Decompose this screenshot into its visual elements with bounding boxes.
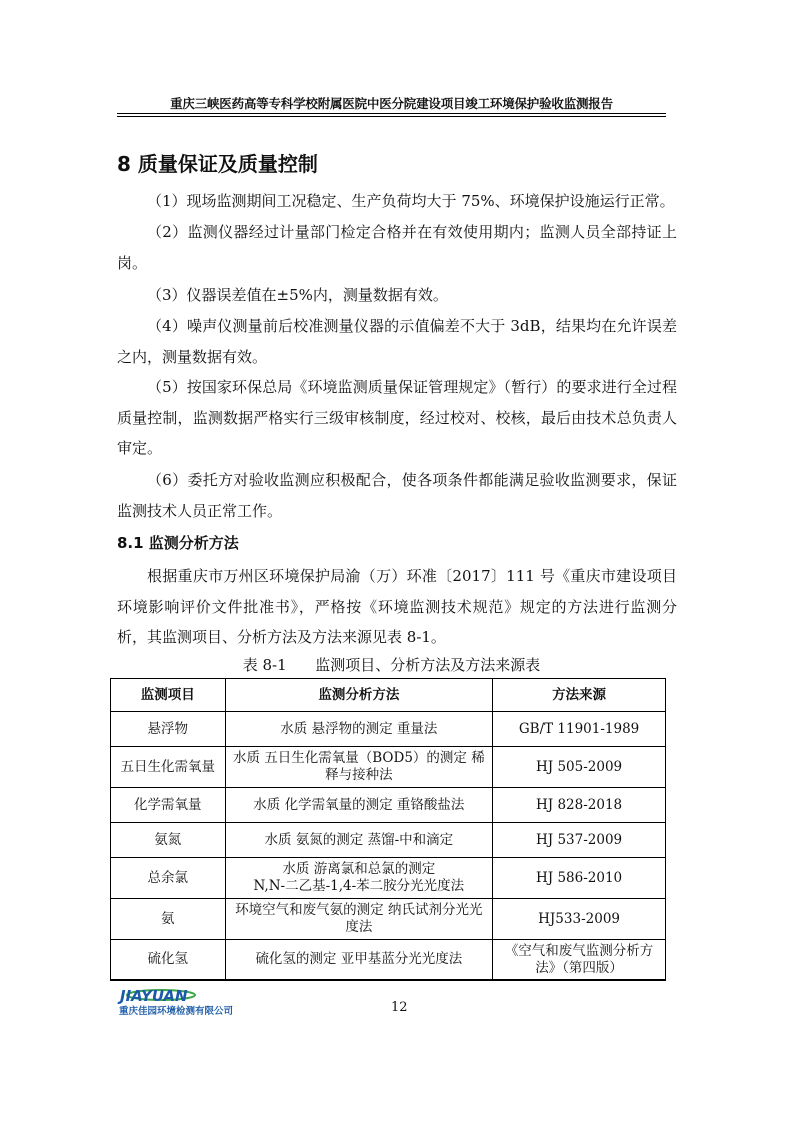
header-item: 监测项目 <box>111 679 226 712</box>
logo-wordmark: JIAYUAN <box>120 987 188 1005</box>
footer-rule <box>110 980 666 981</box>
header-method: 监测分析方法 <box>225 679 493 712</box>
subsection-paragraph: 根据重庆市万州区环境保护局渝（万）环准〔2017〕111 号《重庆市建设项目环境影响评价文件批准书》，严格按《环境监测技术规范》规定的方法进行监测分析，其监测项目、分析方法及方法来源见表 8-1。 <box>117 567 677 646</box>
section-heading: 8 质量保证及质量控制 <box>117 152 318 176</box>
cell-item: 五日生化需氧量 <box>111 747 226 788</box>
cell-method: 水质 化学需氧量的测定 重铬酸盐法 <box>225 788 493 823</box>
cell-source: HJ 828-2018 <box>493 788 666 823</box>
table-row <box>111 940 666 980</box>
page-number: 12 <box>391 1000 408 1015</box>
table-row <box>111 899 666 940</box>
cell-method: 水质 悬浮物的测定 重量法 <box>225 712 493 747</box>
cell-source: GB/T 11901-1989 <box>493 712 666 747</box>
paragraph-3: （3）仪器误差值在±5%内，测量数据有效。 <box>147 286 448 304</box>
cell-item: 悬浮物 <box>111 712 226 747</box>
header-rule-thin <box>117 116 666 117</box>
paragraph-6: （6）委托方对验收监测应积极配合，使各项条件都能满足验收监测要求，保证监测技术人员正常工作。 <box>117 471 677 520</box>
methods-table <box>110 678 666 980</box>
running-header: 重庆三峡医药高等专科学校附属医院中医分院建设项目竣工环境保护验收监测报告 <box>170 96 613 111</box>
cell-item: 硫化氢 <box>111 940 226 980</box>
cell-item: 氨 <box>111 899 226 940</box>
header-rule <box>117 113 666 114</box>
paragraph-5: （5）按国家环保总局《环境监测质量保证管理规定》（暂行）的要求进行全过程质量控制，监测数据严格实行三级审核制度，经过校对、校核，最后由技术总负责人审定。 <box>117 378 677 457</box>
cell-item: 氨氮 <box>111 823 226 858</box>
cell-source: HJ 537-2009 <box>493 823 666 858</box>
table-row <box>111 858 666 899</box>
cell-source: HJ 505-2009 <box>493 747 666 788</box>
cell-method: 环境空气和废气氨的测定 纳氏试剂分光光度法 <box>225 899 493 940</box>
subsection-heading: 8.1 监测分析方法 <box>117 534 239 552</box>
cell-source: HJ 586-2010 <box>493 858 666 899</box>
table-row <box>111 823 666 858</box>
paragraph-1: （1）现场监测期间工况稳定、生产负荷均大于 75%、环境保护设施运行正常。 <box>147 192 675 210</box>
paragraph-2: （2）监测仪器经过计量部门检定合格并在有效使用期内；监测人员全部持证上岗。 <box>117 223 677 272</box>
cell-method: 水质 游离氯和总氯的测定 N,N-二乙基-1,4-苯二胺分光光度法 <box>225 858 493 899</box>
cell-item: 化学需氧量 <box>111 788 226 823</box>
table-row <box>111 788 666 823</box>
company-name: 重庆佳园环境检测有限公司 <box>119 1006 234 1017</box>
table-header-row <box>111 679 666 712</box>
cell-source: HJ533-2009 <box>493 899 666 940</box>
cell-item: 总余氯 <box>111 858 226 899</box>
cell-method: 硫化氢的测定 亚甲基蓝分光光度法 <box>225 940 493 980</box>
header-source: 方法来源 <box>493 679 666 712</box>
cell-method: 水质 氨氮的测定 蒸馏-中和滴定 <box>225 823 493 858</box>
cell-source: 《空气和废气监测分析方法》（第四版） <box>493 940 666 980</box>
paragraph-4: （4）噪声仪测量前后校准测量仪器的示值偏差不大于 3dB，结果均在允许误差之内，测量数据有效。 <box>117 317 677 366</box>
table-row <box>111 747 666 788</box>
table-caption: 表 8-1 监测项目、分析方法及方法来源表 <box>242 656 541 674</box>
table-row <box>111 712 666 747</box>
cell-method: 水质 五日生化需氧量（BOD5）的测定 稀释与接种法 <box>225 747 493 788</box>
